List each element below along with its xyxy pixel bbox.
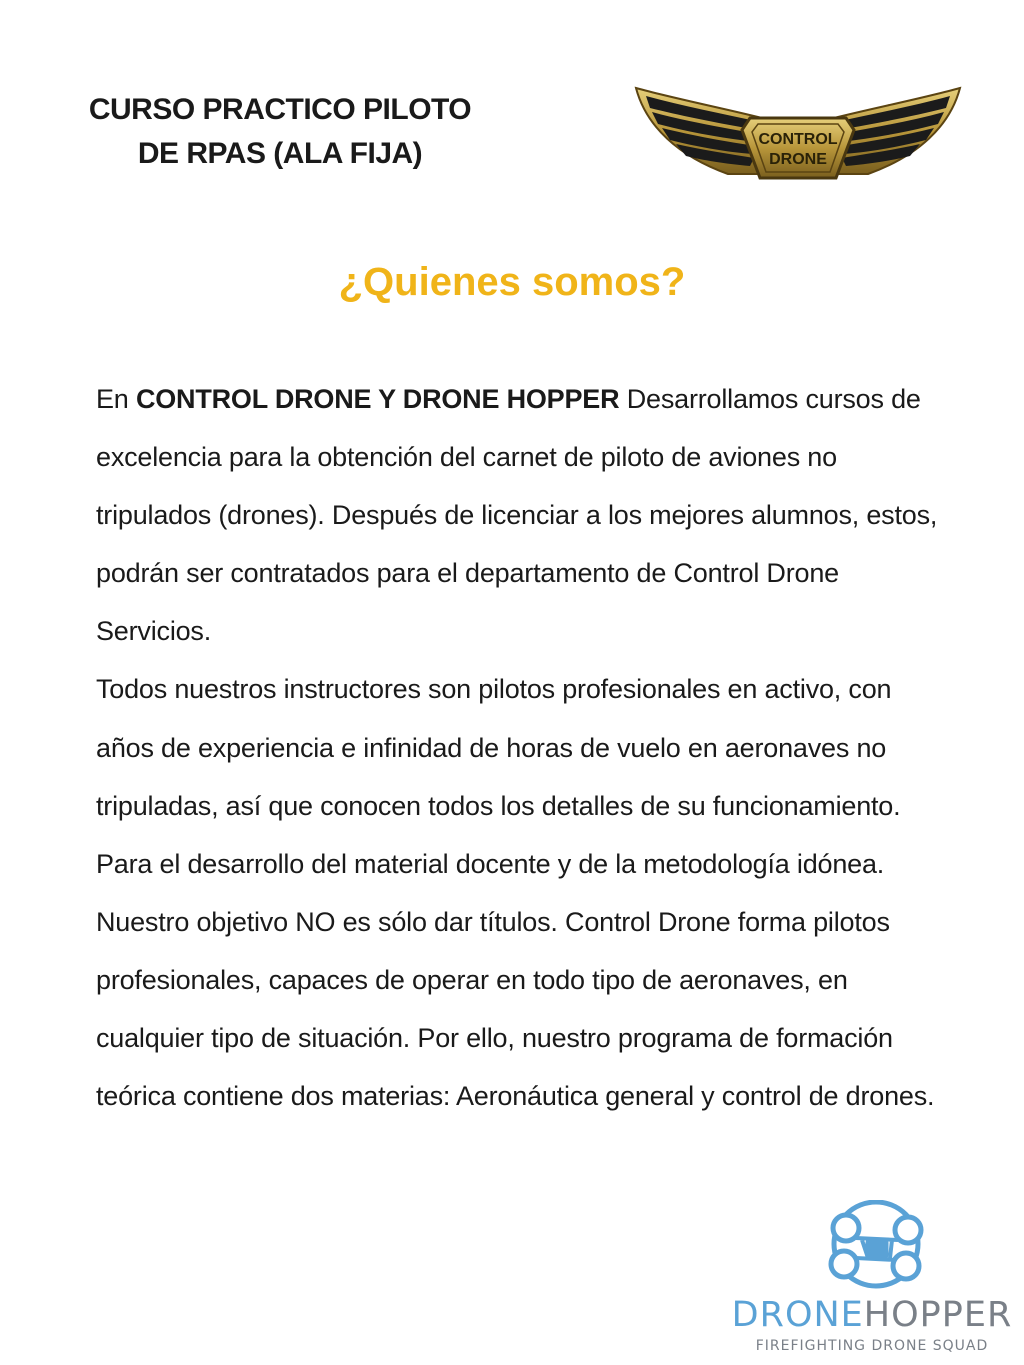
brand-drone: DRONE	[731, 1295, 864, 1335]
paragraph-1-intro: En	[96, 384, 136, 414]
paragraph-1-rest: Desarrollamos cursos de excelencia para la obtención del carnet de piloto de aviones no tripulados (drones). Después de licenciar a los mejores alumnos, estos, podrán ser contratados para el departamento de Control Drone Servicios.	[96, 384, 938, 647]
control-drone-logo	[632, 78, 964, 190]
course-title-line-1: CURSO PRACTICO PILOTO	[88, 93, 472, 126]
course-title-line-2: DE RPAS (ALA FIJA)	[137, 137, 423, 170]
paragraph-2: Todos nuestros instructores son pilotos profesionales en activo, con años de experiencia e infinidad de horas de vuelo en aeronaves no tripuladas, así que conocen todos los detalles de su funcionamiento. Para el desarrollo del material docente y de la metodología idónea.	[96, 674, 901, 879]
paragraph-3: Nuestro objetivo NO es sólo dar títulos. Control Drone forma pilotos profesionales, capaces de operar en todo tipo de aeronaves, en cualquier tipo de situación. Por ello, nuestro programa de formación teórica contiene dos materias: Aeronáutica general y control de drones.	[96, 906, 935, 1112]
body-text	[96, 370, 946, 1125]
paragraph-1-bold: CONTROL DRONE Y DRONE HOPPER	[135, 384, 620, 414]
brand-hopper: HOPPER	[863, 1295, 1013, 1335]
paragraph-1	[96, 370, 946, 660]
svg-text:DRONEHOPPER	[732, 1295, 1013, 1335]
logo-text-control: CONTROL	[758, 131, 838, 148]
drone-icon	[831, 1202, 921, 1286]
course-title	[60, 88, 500, 176]
dronehopper-logo	[722, 1200, 1022, 1360]
logo-text-drone: DRONE	[769, 151, 827, 168]
brand-tagline: FIREFIGHTING DRONE SQUAD	[755, 1338, 989, 1354]
section-heading: ¿Quienes somos?	[338, 260, 686, 304]
